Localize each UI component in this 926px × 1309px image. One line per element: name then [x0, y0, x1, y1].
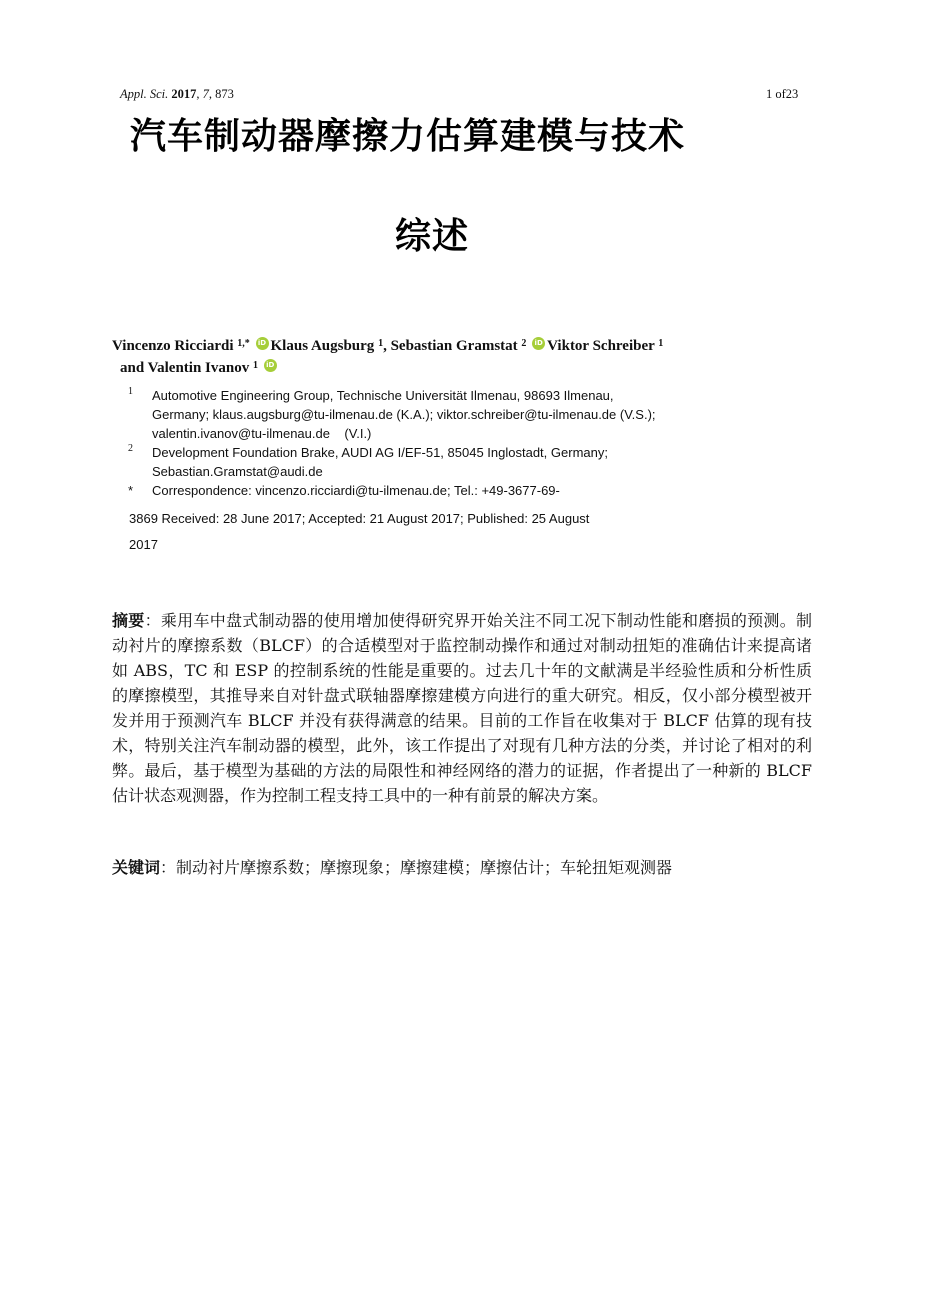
- keywords-colon: ：: [160, 858, 177, 877]
- correspondence-mark: *: [128, 483, 134, 498]
- page-number: 1 of23: [766, 87, 799, 101]
- author-name: Viktor Schreiber: [547, 338, 655, 354]
- journal-page: 873: [215, 87, 234, 101]
- title-line-2: 综述: [395, 216, 470, 257]
- author-affiliation-mark: 1: [378, 338, 384, 349]
- author-list: Vincenzo Ricciardi $^{1,*}$ iD Klaus Augsburg $^1$, Sebastian Gramstat $^2$ iD Viktor Schreiber $^1$ and Valentin Ivanov $^1$ iD: [112, 338, 664, 376]
- journal-year: 2017: [171, 87, 197, 101]
- affiliation-line: Germany; klaus.augsburg@tu-ilmenau.de (K.A.); viktor.schreiber@tu-ilmenau.de (V.S.);: [152, 407, 656, 422]
- journal-citation: Appl. Sci. 2017, 7, 873: [120, 87, 234, 101]
- correspondence: Correspondence: vincenzo.ricciardi@tu-ilmenau.de; Tel.: +49-3677-69-: [152, 483, 560, 498]
- affiliation-2: [152, 443, 608, 481]
- affiliation-mark: 1: [128, 386, 133, 397]
- author-affiliation-mark: 1: [658, 338, 664, 349]
- author-affiliation-mark: 1,*: [237, 338, 250, 349]
- keywords-text: 制动衬片摩擦系数；摩擦现象；摩擦建模；摩擦估计；车轮扭矩观测器: [176, 858, 673, 877]
- affiliation-line: Sebastian.Gramstat@audi.de: [152, 464, 323, 479]
- orcid-icon[interactable]: iD: [264, 359, 277, 372]
- author-name: Vincenzo Ricciardi: [112, 338, 234, 354]
- affiliation-line: Development Foundation Brake, AUDI AG I/EF-51, 85045 Inglostadt, Germany;: [152, 445, 608, 460]
- author-affiliation-mark: 2: [521, 338, 527, 349]
- publication-year: 2017: [129, 537, 158, 552]
- orcid-icon[interactable]: iD: [256, 337, 269, 350]
- affiliation-line: Automotive Engineering Group, Technische Universität Ilmenau, 98693 Ilmenau,: [152, 388, 614, 403]
- abstract-colon: ：: [144, 611, 161, 630]
- journal-volume: 7: [202, 87, 209, 101]
- abstract-text: 乘用车中盘式制动器的使用增加使得研究界开始关注不同工况下制动性能和磨损的预测。制动衬片的摩擦系数（BLCF）的合适模型对于监控制动操作和通过对制动扭矩的准确估计来提高诸如 ABS，TC 和 ESP 的控制系统的性能是重要的。过去几十年的文献满是半经验性质和分析性质的摩擦模型，其推导来自对针盘式联轴器摩擦建模方向进行的重大研究。相反，仅小部分模型被开发并用于预测汽车 BLCF 并没有获得满意的结果。目前的工作旨在收集对于 BLCF 估算的现有技术，特别关注汽车制动器的模型，此外，该工作提出了对现有几种方法的分类，并讨论了相对的利弊。最后，基于模型为基础的方法的局限性和神经网络的潜力的证据，作者提出了一种新的 BLCF 估计状态观测器，作为控制工程支持工具中的一种有前景的解决方案。: [112, 611, 812, 805]
- abstract-label: 摘要: [112, 611, 145, 630]
- publication-dates: 3869 Received: 28 June 2017; Accepted: 21 August 2017; Published: 25 August: [129, 511, 590, 526]
- affiliation-1: [152, 386, 656, 443]
- affiliation-mark: 2: [128, 443, 133, 454]
- title-line-1: 汽车制动器摩擦力估算建模与技术: [130, 116, 686, 157]
- affiliation-line: valentin.ivanov@tu-ilmenau.de (V.I.): [152, 426, 372, 441]
- keywords-label: 关键词: [112, 858, 161, 877]
- author-name: Klaus Augsburg: [270, 338, 375, 354]
- author-conjunction: and: [120, 360, 145, 376]
- keywords: [112, 855, 812, 880]
- journal-name: Appl. Sci.: [120, 87, 169, 101]
- abstract: [112, 608, 812, 808]
- author-affiliation-mark: 1: [252, 360, 258, 371]
- author-name: Valentin Ivanov: [147, 360, 250, 376]
- orcid-icon[interactable]: iD: [532, 337, 545, 350]
- author-name: Sebastian Gramstat: [390, 338, 518, 354]
